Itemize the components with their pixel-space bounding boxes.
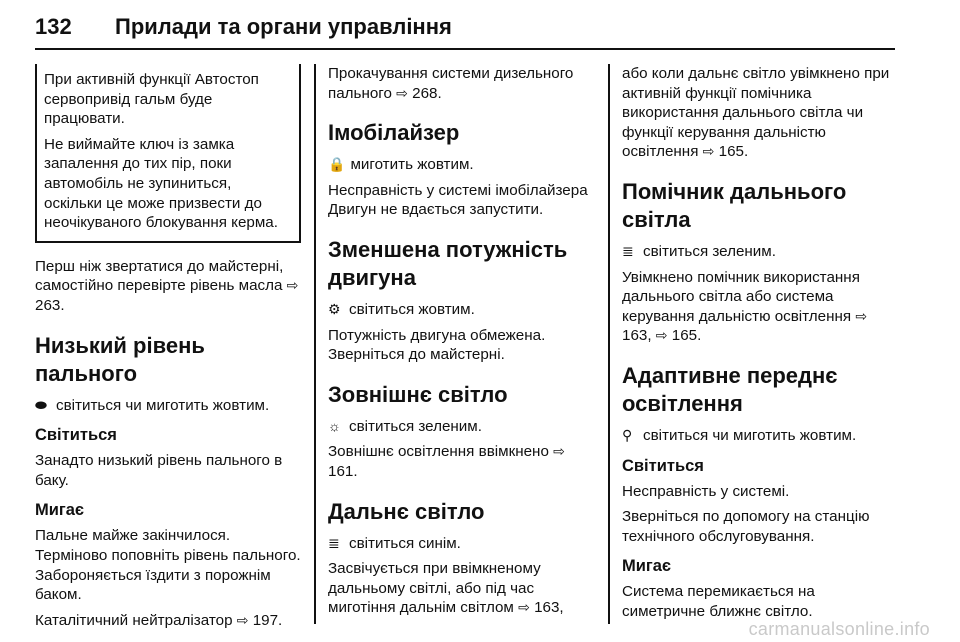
- reference-arrow-icon: ⇨: [855, 307, 868, 324]
- section-heading: Адаптивне переднє освітлення: [622, 362, 838, 416]
- reference-arrow-icon: ⇨: [286, 277, 299, 294]
- paragraph: Каталітичний нейтралізатор ⇨ 197.: [35, 611, 283, 629]
- column-divider: [608, 64, 610, 624]
- reference-arrow-icon: ⇨: [236, 611, 249, 628]
- reference-arrow-icon: ⇨: [702, 143, 715, 160]
- box-paragraph: Не виймайте ключ із замка запалення до тих пір, поки автомобіль не зупиниться, оскільки це може призвести до неочікуваного блокування керма.: [44, 135, 278, 232]
- box-paragraph: При активній функції Автостоп сервопривід гальм буде працювати.: [44, 71, 259, 128]
- exterior-light-icon: ☼: [328, 417, 341, 434]
- page-reference[interactable]: 161.: [328, 462, 358, 480]
- column-divider: [314, 64, 316, 624]
- page-reference[interactable]: 165.: [718, 143, 749, 161]
- section-heading: Імобілайзер: [328, 120, 460, 146]
- paragraph: Несправність у системі.: [622, 482, 790, 500]
- adaptive-light-icon: ⚲: [622, 426, 633, 443]
- page-reference[interactable]: 263.: [35, 296, 65, 314]
- immobilizer-icon: 🔒: [328, 156, 346, 173]
- subheading: Світиться: [35, 426, 117, 445]
- section-heading: Зовнішнє світло: [328, 381, 508, 407]
- reference-arrow-icon: ⇨: [553, 443, 565, 460]
- page-reference[interactable]: 197.: [252, 611, 283, 629]
- section-heading: Зменшена потужність двигуна: [328, 236, 568, 290]
- page-reference[interactable]: 163,: [534, 599, 564, 617]
- section-heading: Низький рівень пального: [35, 332, 205, 386]
- paragraph: Перш ніж звертатися до майстерні, самостійно перевірте рівень масла ⇨ 263.: [35, 257, 299, 314]
- paragraph: або коли дальнє світло увімкнено при активній функції помічника використання дальнього світла чи функції керування дальністю освітлення ⇨ 165.: [622, 65, 890, 161]
- paragraph: Зверніться по допомогу на станцію технічного обслуговування.: [622, 508, 870, 545]
- column-2: [328, 64, 596, 624]
- reference-arrow-icon: ⇨: [655, 327, 668, 344]
- indicator-line: ☼ світиться зеленим.: [328, 417, 482, 435]
- watermark: carmanualsonline.info: [748, 619, 930, 639]
- subheading: Мигає: [35, 501, 85, 520]
- paragraph: Потужність двигуна обмежена. Зверніться до майстерні.: [328, 326, 546, 364]
- reference-arrow-icon: ⇨: [396, 84, 408, 101]
- paragraph: Несправність у системі імобілайзера Двигун не вдається запустити.: [328, 181, 588, 219]
- page-number: 132: [35, 14, 72, 39]
- running-header: Прилади та органи управління: [115, 14, 452, 39]
- reference-arrow-icon: ⇨: [518, 599, 530, 616]
- section-heading: Дальнє світло: [328, 498, 485, 524]
- high-beam-assist-icon: ≣: [622, 242, 634, 259]
- indicator-line: ⚙ світиться жовтим.: [328, 300, 475, 318]
- fuel-indicator-icon: ⬬: [35, 396, 47, 413]
- paragraph: Система перемикається на симетричне ближнє світло.: [622, 583, 815, 620]
- paragraph: Прокачування системи дизельного пального ⇨ 268.: [328, 65, 574, 102]
- page-reference[interactable]: 165.: [671, 327, 702, 345]
- column-3: [622, 64, 894, 628]
- indicator-line: ≣ світиться зеленим.: [622, 242, 776, 260]
- paragraph: Пальне майже закінчилося. Терміново поповніть рівень пального. Забороняється їздити з порожнім баком.: [35, 527, 301, 604]
- indicator-line: ⬬ світиться чи миготить жовтим.: [35, 396, 270, 414]
- paragraph: Увімкнено помічник використання дальнього світла або система керування дальністю освітлення ⇨ 163, ⇨ 165.: [622, 268, 868, 345]
- page-reference[interactable]: 268.: [412, 84, 442, 102]
- indicator-line: 🔒 миготить жовтим.: [328, 156, 474, 174]
- warning-box: [35, 64, 301, 243]
- header-rule: [35, 48, 895, 50]
- paragraph: Занадто низький рівень пального в баку.: [35, 452, 283, 489]
- subheading: Мигає: [622, 557, 672, 576]
- subheading: Світиться: [622, 456, 704, 475]
- section-heading: Помічник дальнього світла: [622, 178, 847, 232]
- indicator-line: ≣ світиться синім.: [328, 534, 461, 552]
- page-reference[interactable]: 163,: [622, 327, 652, 345]
- paragraph: Зовнішнє освітлення ввімкнено ⇨ 161.: [328, 443, 565, 480]
- indicator-line: ⚲ світиться чи миготить жовтим.: [622, 426, 857, 444]
- paragraph: Засвічується при ввімкненому дальньому світлі, або під час миготіння дальнім світлом ⇨ 163,: [328, 560, 564, 617]
- column-1: [35, 64, 301, 636]
- engine-power-icon: ⚙: [328, 300, 341, 317]
- high-beam-icon: ≣: [328, 534, 340, 551]
